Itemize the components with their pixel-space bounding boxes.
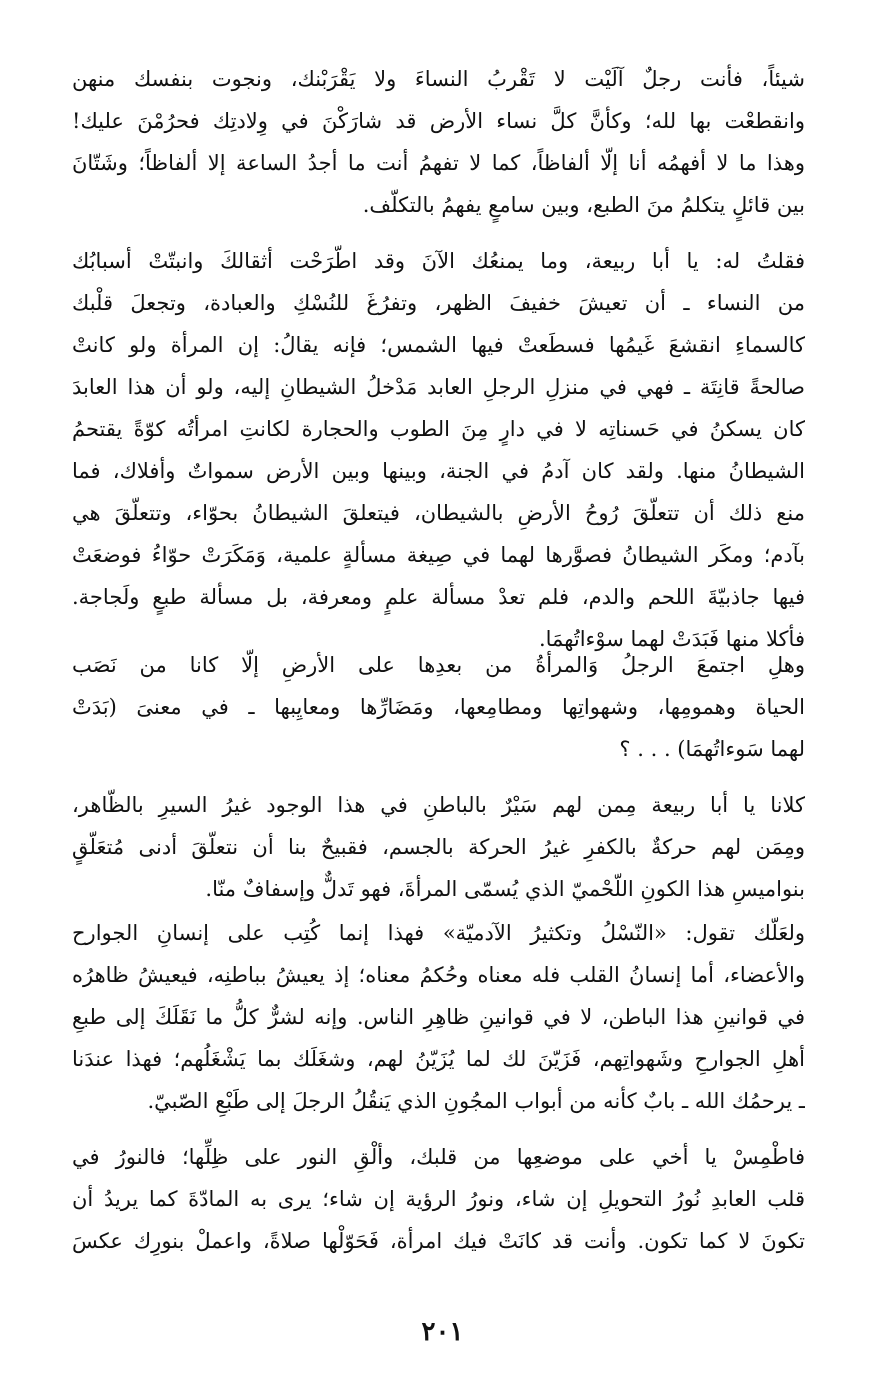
text-line: فيها جاذبيّةَ اللحم والدم، فلم تعدْ مسألة علمٍ ومعرفة، بل مسألة طبعٍ ولَجاجة. <box>72 585 805 609</box>
text-line: صالحةً قانِتَة ـ فهي في منزلِ الرجلِ العابد مَدْخلُ الشيطانِ إليه، ولو أن هذا العابدَ <box>72 375 805 399</box>
paragraph-6 <box>72 1136 805 1262</box>
page-number: ٢٠١ <box>421 1317 464 1347</box>
paragraph-1 <box>72 58 805 226</box>
paragraph-4 <box>72 784 805 910</box>
text-line: وهلِ اجتمعَ الرجلُ وَالمرأةُ من بعدِها على الأرضِ إلّا كانا من نَصَب <box>72 653 805 677</box>
text-line: منع ذلك أن تتعلّقَ رُوحُ الأرضِ بالشيطان، فيتعلقَ الشيطانُ بحوّاء، وتتعلّقَ هي <box>72 501 805 525</box>
text-line: لهما سَوءاتُهمَا) . . . ؟ <box>619 737 805 761</box>
text-line: قلب العابدِ نُورُ التحويلِ إن شاء، ونورُ الرؤية إن شاء؛ يرى به المادّةَ كما يريدُ أن <box>72 1187 805 1211</box>
text-line: كلانا يا أبا ربيعة مِمن لهم سَيْرٌ بالباطنِ في هذا الوجود غيرُ السيرِ بالظّاهر، <box>72 793 805 817</box>
text-line: بآدم؛ ومكَر الشيطانُ فصوَّرها لهما في صِيغة مسألةٍ علمية، وَمَكَرَتْ حوّاءُ فوضعَتْ <box>72 543 805 567</box>
text-line: كالسماءِ انقشعَ غَيمُها فسطَعتْ فيها الشمس؛ فإنه يقالُ: إن المرأة ولو كانتْ <box>72 333 805 357</box>
text-line: ـ يرحمُك الله ـ بابٌ كأنه من أبواب المجُونِ الذي يَنقُلُ الرجلَ إلى طَبْعِ الصّبيّ. <box>147 1089 805 1113</box>
text-line: فقلتُ له: يا أبا ربيعة، وما يمنعُك الآنَ وقد اطّرَحْت أثقالكَ وانبتّتْ أسبابُك <box>72 249 805 273</box>
text-line: من النساء ـ أن تعيشَ خفيفَ الظهر، وتفرُغَ للنُسْكِ والعبادة، وتجعلَ قلْبك <box>72 291 805 315</box>
text-line: بنواميسِ هذا الكونِ اللّحْميّ الذي يُسمّى المرأةَ، فهو تَدلٌّ وإسفافٌ منّا. <box>205 877 805 901</box>
text-line: والأعضاء، أما إنسانُ القلب فله معناه وحُكمُ معناه؛ إذ يعيشُ بباطنِه، فيعيشُ ظاهرُه <box>72 963 805 987</box>
text-line: تكونَ لا كما تكون. وأنت قد كانَتْ فيك امرأة، فَحَوّلْها صلاةً، واعملْ بنورِك عكسَ <box>72 1229 805 1253</box>
text-line: أهلِ الجوارحِ وشَهواتِهم، فَزَيّنَ لك لما يُزَيّنُ لهم، وشغَلَك بما يَشْغَلُهم؛ فهذا عندَنا <box>72 1047 805 1071</box>
text-line: الشيطانُ منها. ولقد كان آدمُ في الجنة، وبينها وبين الأرض سمواتٌ وأفلاك، فما <box>72 459 805 483</box>
text-line: شيئاً، فأنت رجلٌ آلَيْت لا تَقْربُ النساءَ ولا يَقْرَبْنك، ونجوت بنفسك منهن <box>72 67 805 91</box>
text-line: الحياة وهمومِها، وشهواتِها ومطامِعها، ومَضَارِّها ومعايِبها ـ في معنىَ (بَدَتْ <box>72 695 805 719</box>
text-line: ولعَلّك تقول: «النّسْلُ وتكثيرُ الآدميّة» فهذا إنما كُتِب على إنسانِ الجوارح <box>72 921 805 945</box>
text-line: فاطْمِسْ يا أخي على موضعِها من قلبك، وألْقِ النور على ظِلِّها؛ فالنورُ في <box>72 1145 805 1169</box>
text-line: في قوانينِ هذا الباطن، لا في قوانينِ ظاهِرِ الناس. وإنه لشرٌّ كلُّ ما نَقَلَكَ إلى طبعِ <box>72 1005 805 1029</box>
text-line: وانقطعْت بها لله؛ وكأنَّ كلَّ نساء الأرض قد شارَكْنَ في وِلادتِك فحرُمْنَ عليك! <box>72 109 805 133</box>
text-line: وهذا ما لا أفهمُه أنا إلّا ألفاظاً، كما لا تفهمُ أنت ما أجدُ الساعة إلا ألفاظاً؛ وشَتّانَ <box>72 151 805 175</box>
text-line: بين قائلٍ يتكلمُ منَ الطبع، وبين سامعٍ يفهمُ بالتكلّف. <box>362 193 805 217</box>
text-line: كان يسكنُ في حَسناتِه لا في دارٍ مِنَ الطوب والحجارة لكانتِ امرأتُه كوّةً يقتحمُ <box>72 417 805 441</box>
text-line: ومِمَن لهم حركةٌ بالكفرِ غيرُ الحركة بالجسم، فقبيحٌ بنا أن نتعلّقَ أدنى مُتعَلّقٍ <box>72 835 805 859</box>
paragraph-2 <box>72 240 805 660</box>
text-line: فأكلا منها فَبَدَتْ لهما سوْءاتُهمَا. <box>538 627 805 651</box>
paragraph-5 <box>72 912 805 1122</box>
paragraph-3 <box>72 644 805 770</box>
